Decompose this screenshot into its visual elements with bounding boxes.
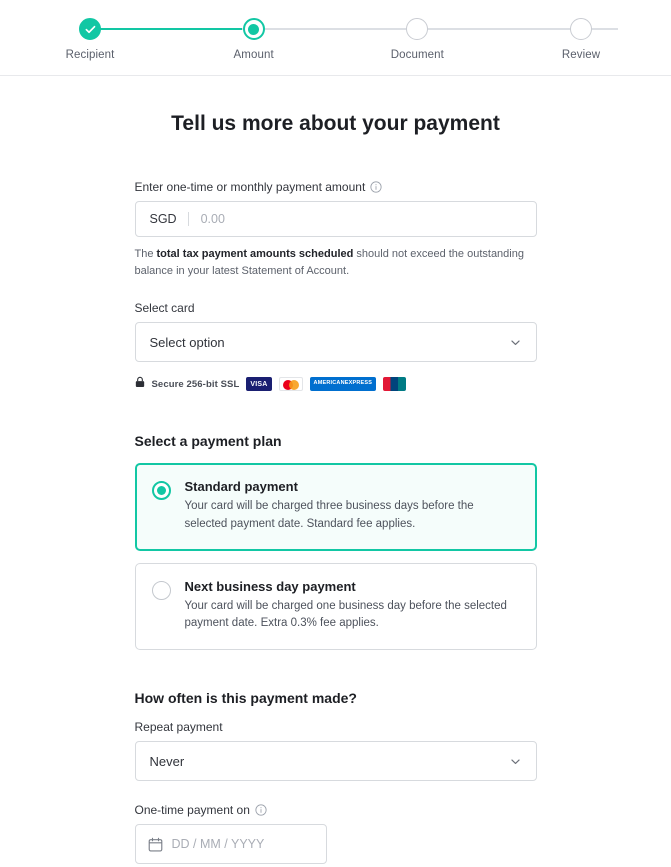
page-title: Tell us more about your payment (171, 112, 500, 135)
card-select-value: Select option (149, 334, 225, 350)
amex-icon (310, 377, 377, 391)
stepper-step-recipient[interactable] (40, 18, 140, 61)
helper-bold: total tax payment amounts scheduled (156, 248, 354, 260)
amex-line-1: AMERICAN (313, 380, 345, 387)
info-icon[interactable] (370, 181, 382, 193)
one-time-date-label-row (135, 803, 537, 817)
currency-prefix: SGD (149, 212, 177, 226)
one-time-date-label: One-time payment on (134, 803, 250, 818)
amount-label: Enter one-time or monthly payment amount (134, 180, 366, 194)
amex-line-2: EXPRESS (344, 380, 373, 387)
plan-title-standard: Standard payment (184, 479, 298, 494)
card-select[interactable] (135, 322, 537, 362)
amount-helper-text (135, 246, 537, 279)
payment-form (135, 136, 537, 864)
stepper-step-review[interactable] (531, 18, 631, 61)
frequency-heading: How often is this payment made? (134, 690, 357, 707)
amount-input[interactable] (189, 212, 536, 226)
payment-date-placeholder: DD / MM / YYYY (171, 837, 265, 852)
plan-description-standard: Your card will be charged three business days before the selected payment date. Standard fee applies. (184, 500, 474, 530)
payment-form-page (0, 112, 671, 864)
calendar-icon (148, 837, 163, 852)
stepper-step-amount[interactable] (204, 18, 304, 61)
amount-input-wrapper[interactable] (135, 201, 537, 237)
stepper-label-recipient: Recipient (65, 49, 115, 61)
payment-date-input[interactable] (135, 824, 327, 864)
stepper-dot-review (570, 18, 592, 40)
stepper-label-amount: Amount (233, 49, 274, 61)
visa-icon: VISA (246, 377, 271, 391)
stepper-dot-document (406, 18, 428, 40)
stepper-label-document: Document (390, 49, 444, 61)
stepper-dot-amount (243, 18, 265, 40)
repeat-payment-label: Repeat payment (134, 720, 223, 735)
check-icon (85, 24, 96, 35)
chevron-down-icon (509, 336, 522, 349)
plan-option-standard[interactable] (135, 463, 537, 551)
secure-label: Secure 256-bit SSL (151, 378, 240, 390)
card-label: Select card (134, 301, 195, 315)
secure-payment-row (135, 375, 537, 393)
radio-standard[interactable] (152, 481, 171, 500)
stepper-label-review: Review (561, 49, 601, 61)
amount-label-row (135, 180, 537, 194)
radio-next-business-day[interactable] (152, 581, 171, 600)
helper-suffix: should not exceed the outstanding balance in your latest Statement of Account. (134, 248, 524, 277)
plan-description-next-business-day: Your card will be charged one business day before the selected payment date. Extra 0.3% fee applies. (184, 599, 507, 630)
plan-option-next-business-day[interactable] (135, 563, 537, 651)
progress-stepper (0, 0, 671, 76)
helper-prefix: The (134, 248, 157, 260)
lock-icon (135, 375, 145, 393)
plan-title-next-business-day: Next business day payment (184, 578, 356, 594)
stepper-dot-recipient (79, 18, 101, 40)
repeat-payment-value: Never (149, 753, 185, 769)
unionpay-icon (383, 377, 406, 391)
repeat-payment-select[interactable] (135, 741, 537, 781)
stepper-step-document[interactable] (367, 18, 467, 61)
chevron-down-icon-repeat (509, 755, 522, 768)
plan-section-heading: Select a payment plan (134, 433, 282, 449)
mastercard-icon (279, 377, 303, 391)
info-icon-date[interactable] (255, 804, 267, 816)
